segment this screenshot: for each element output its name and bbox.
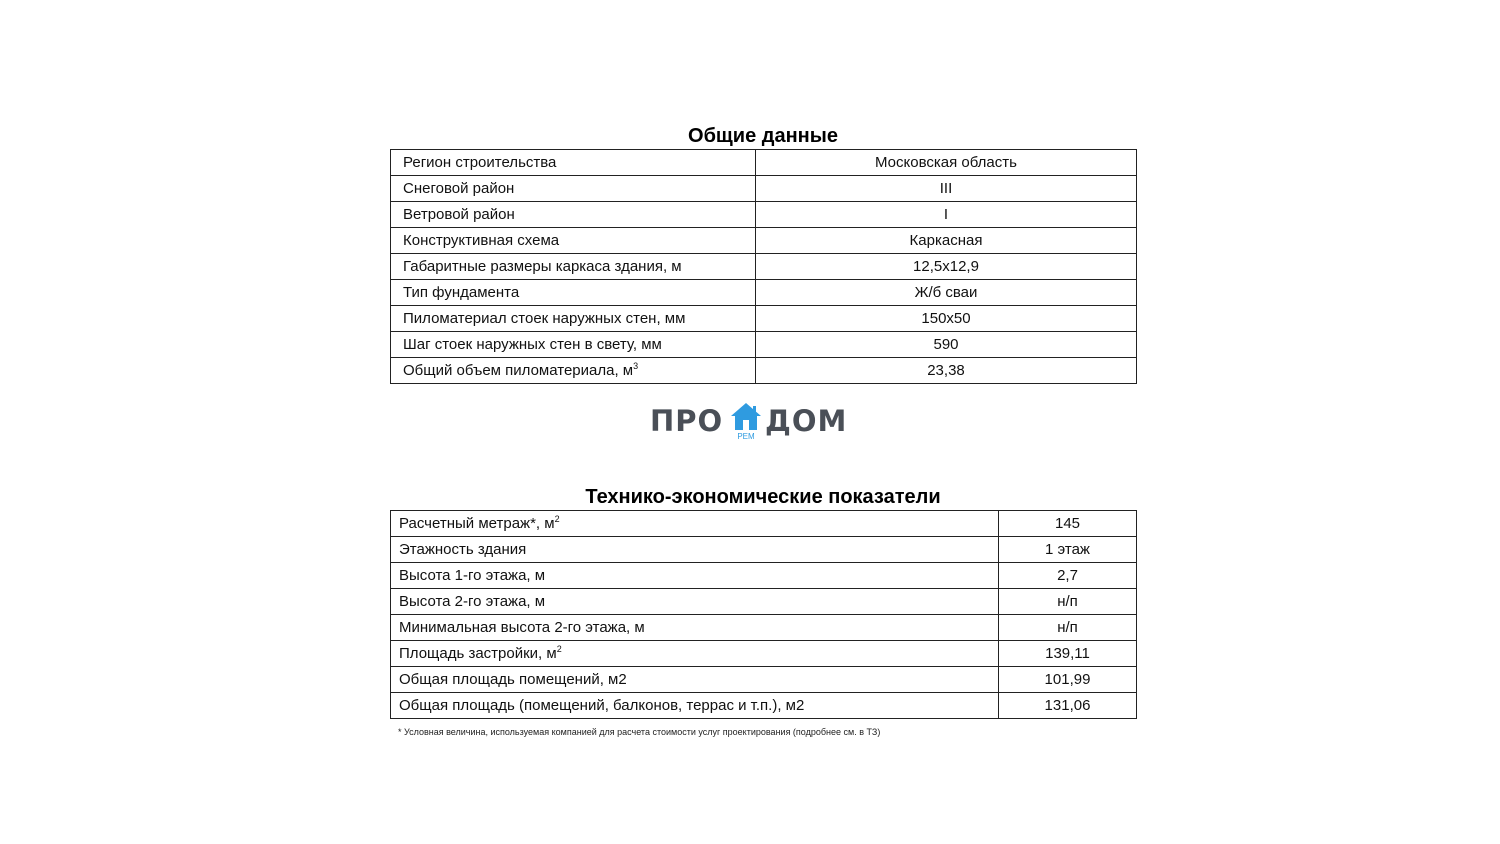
row-value: 2,7 — [999, 563, 1137, 589]
table-row — [391, 176, 1137, 202]
row-label: Габаритные размеры каркаса здания, м — [391, 254, 756, 280]
table-row — [391, 332, 1137, 358]
house-icon — [730, 402, 762, 432]
tech-indicators-table — [390, 510, 1137, 719]
row-label: Высота 2-го этажа, м — [391, 589, 999, 615]
row-value: н/п — [999, 589, 1137, 615]
row-label: Минимальная высота 2-го этажа, м — [391, 615, 999, 641]
row-label: Снеговой район — [391, 176, 756, 202]
table-row — [391, 667, 1137, 693]
row-value: 131,06 — [999, 693, 1137, 719]
table-row — [391, 511, 1137, 537]
row-label: Общая площадь помещений, м2 — [391, 667, 999, 693]
logo-subtext: РЕМ — [737, 432, 755, 441]
table-row — [391, 641, 1137, 667]
row-value: Каркасная — [756, 228, 1137, 254]
row-value: 12,5х12,9 — [756, 254, 1137, 280]
table-row — [391, 228, 1137, 254]
row-label: Общая площадь (помещений, балконов, террас и т.п.), м2 — [391, 693, 999, 719]
table-row — [391, 358, 1137, 384]
row-label: Расчетный метраж*, $м^2$ — [391, 511, 999, 537]
row-value: Московская область — [756, 150, 1137, 176]
row-label: Ветровой район — [391, 202, 756, 228]
superscript: 3 — [633, 361, 639, 371]
table-row — [391, 306, 1137, 332]
footnote: * Условная величина, используемая компанией для расчета стоимости услуг проектирования (подробнее см. в ТЗ) — [398, 727, 881, 737]
superscript: 2 — [554, 514, 560, 524]
row-value: 23,38 — [756, 358, 1137, 384]
row-label: Шаг стоек наружных стен в свету, мм — [391, 332, 756, 358]
row-label: Этажность здания — [391, 537, 999, 563]
row-value: 150х50 — [756, 306, 1137, 332]
row-label: Конструктивная схема — [391, 228, 756, 254]
company-logo — [648, 400, 852, 446]
row-value: н/п — [999, 615, 1137, 641]
tech-indicators-title: Технико-экономические показатели — [585, 486, 941, 508]
row-label: Пиломатериал стоек наружных стен, мм — [391, 306, 756, 332]
row-value: 101,99 — [999, 667, 1137, 693]
general-data-title: Общие данные — [688, 125, 838, 147]
row-value: 1 этаж — [999, 537, 1137, 563]
table-row — [391, 589, 1137, 615]
table-row — [391, 202, 1137, 228]
table-row — [391, 280, 1137, 306]
table-row — [391, 615, 1137, 641]
table-row — [391, 254, 1137, 280]
general-data-table — [390, 149, 1137, 384]
table-row — [391, 693, 1137, 719]
row-value: 145 — [999, 511, 1137, 537]
logo-text-left: ПРО — [650, 404, 724, 438]
row-value: Ж/б сваи — [756, 280, 1137, 306]
row-value: 590 — [756, 332, 1137, 358]
row-label: Тип фундамента — [391, 280, 756, 306]
row-label: Общий объем пиломатериала, $м^3$ — [391, 358, 756, 384]
table-row — [391, 537, 1137, 563]
row-label: Регион строительства — [391, 150, 756, 176]
table-row — [391, 563, 1137, 589]
row-label: Высота 1-го этажа, м — [391, 563, 999, 589]
row-value: III — [756, 176, 1137, 202]
superscript: 2 — [556, 644, 562, 654]
table-row — [391, 150, 1137, 176]
row-value: I — [756, 202, 1137, 228]
row-label: Площадь застройки, $м^2$ — [391, 641, 999, 667]
logo-text-right: ДОМ — [765, 404, 848, 438]
row-value: 139,11 — [999, 641, 1137, 667]
